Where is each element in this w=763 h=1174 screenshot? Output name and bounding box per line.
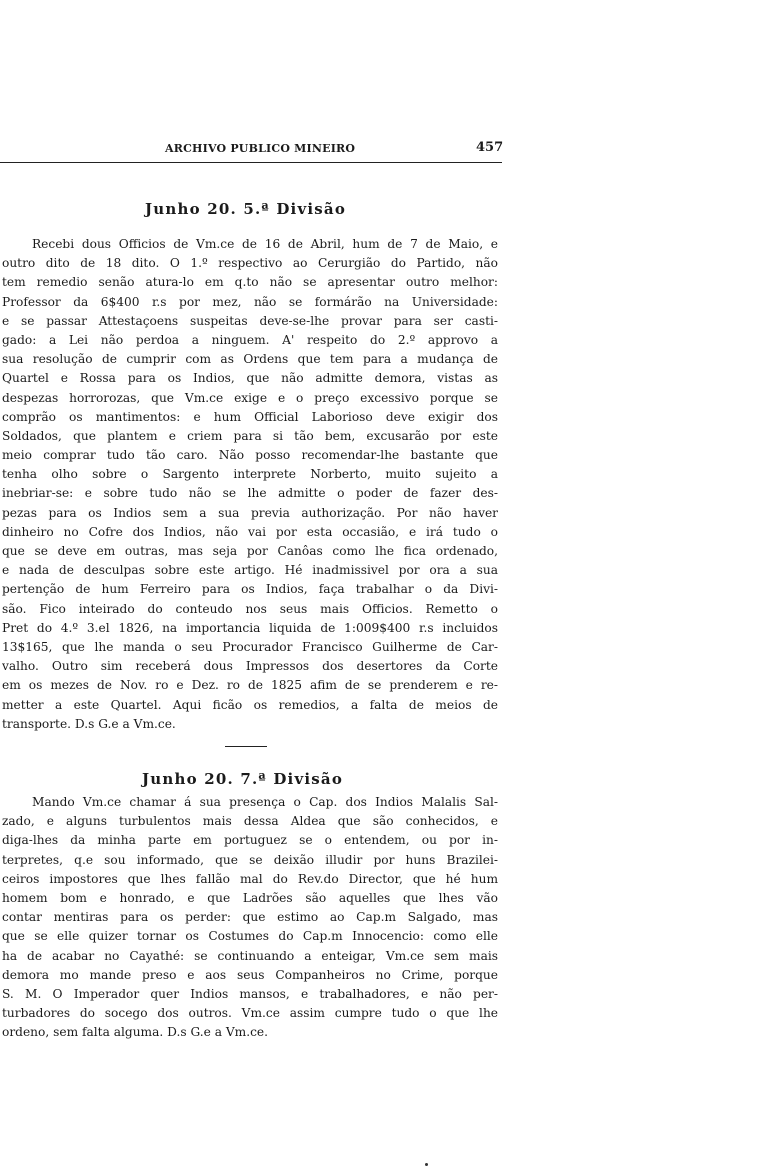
- text-line: transporte. D.s G.e a Vm.ce.: [2, 716, 176, 731]
- text-line: metter a este Quartel. Aqui ficão os remedios, a falta de meios de: [2, 697, 498, 712]
- text-line: Quartel e Rossa para os Indios, que não admitte demora, vistas as: [2, 371, 498, 386]
- text-line: Recebi dous Officios de Vm.ce de 16 de Abril, hum de 7 de Maio, e: [32, 237, 498, 251]
- text-line: Pret do 4.º 3.el 1826, na importancia liquida de 1:009$400 r.s incluidos: [2, 620, 498, 635]
- text-line: outro dito de 18 dito. O 1.º respectivo ao Cerurgião do Partido, não: [2, 256, 498, 271]
- text-line: Soldados, que plantem e criem para si tão bem, excusarão por este: [2, 428, 498, 443]
- print-speck: [425, 1163, 428, 1166]
- text-line: são. Fico inteirado do conteudo nos seus mais Officios. Remetto o: [2, 601, 498, 616]
- text-line: tenha olho sobre o Sargento interprete Norberto, muito sujeito a: [2, 467, 498, 482]
- text-line: em os mezes de Nov. ro e Dez. ro de 1825 afim de se prenderem e re-: [2, 678, 498, 693]
- text-line: e se passar Attestaçoens suspeitas deve-se-lhe provar para ser casti-: [2, 313, 498, 328]
- text-line: gado: a Lei não perdoa a ninguem. A' respeito do 2.º approvo a: [2, 332, 498, 347]
- text-line: que se elle quizer tornar os Costumes do Cap.m Innocencio: como elle: [2, 929, 498, 944]
- text-line: que se deve em outras, mas seja por Canôas como lhe fica ordenado,: [2, 544, 498, 558]
- section-body-7-divisao: [2, 793, 498, 1042]
- text-line: e nada de desculpas sobre este artigo. Hé inadmissivel por ora a sua: [2, 563, 498, 578]
- text-line: comprão os mantimentos: e hum Official Laborioso deve exigir dos: [2, 409, 498, 424]
- text-line: pezas para os Indios sem a sua previa authorização. Por não haver: [2, 505, 498, 520]
- text-line: sua resolução de cumprir com as Ordens que tem para a mudança de: [2, 352, 498, 367]
- text-line: pertenção de hum Ferreiro para os Indios, faça trabalhar o da Divi-: [2, 582, 498, 597]
- page-number: 457: [476, 140, 504, 155]
- text-line: valho. Outro sim receberá dous Impressos dos desertores da Corte: [2, 659, 498, 674]
- text-line: S. M. O Imperador quer Indios mansos, e trabalhadores, e não per-: [2, 986, 498, 1001]
- text-line: ceiros impostores que lhes fallão mal do Rev.do Director, que hé hum: [2, 871, 498, 886]
- text-line: tem remedio senão atura-lo em q.to não se apresentar outro melhor:: [2, 275, 498, 290]
- text-line: despezas horrorozas, que Vm.ce exige e o preço excessivo porque se: [2, 390, 498, 405]
- text-line: inebriar-se: e sobre tudo não se lhe admitte o poder de fazer des-: [2, 486, 498, 501]
- text-line: meio comprar tudo tão caro. Não posso recomendar-lhe bastante que: [2, 448, 498, 463]
- text-line: Professor da 6$400 r.s por mez, não se formárão na Universidade:: [2, 294, 498, 309]
- running-head: [0, 140, 502, 162]
- section-heading-5-divisao: Junho 20. 5.ª Divisão: [145, 200, 347, 218]
- text-line: terpretes, q.e sou informado, que se deixão illudir por huns Brazilei-: [2, 852, 498, 867]
- text-line: 13$165, que lhe manda o seu Procurador Francisco Guilherme de Car-: [2, 639, 498, 654]
- text-line: Mando Vm.ce chamar á sua presença o Cap. dos Indios Malalis Sal-: [32, 795, 498, 809]
- section-heading-7-divisao: Junho 20. 7.ª Divisão: [142, 770, 344, 788]
- section-body-5-divisao: [2, 235, 498, 734]
- text-line: homem bom e honrado, e que Ladrões são aquelles que lhes vão: [2, 890, 498, 905]
- header-rule: [0, 162, 502, 163]
- text-line: diga-lhes da minha parte em portuguez se o entendem, ou por in-: [2, 833, 498, 848]
- section-divider: [225, 746, 267, 747]
- text-line: ordeno, sem falta alguma. D.s G.e a Vm.ce.: [2, 1025, 268, 1040]
- text-line: contar mentiras para os perder: que estimo ao Cap.m Salgado, mas: [2, 910, 498, 925]
- text-line: demora mo mande preso e aos seus Companheiros no Crime, porque: [2, 967, 498, 982]
- text-line: ha de acabar no Cayathé: se continuando a enteigar, Vm.ce sem mais: [2, 948, 498, 963]
- text-line: zado, e alguns turbulentos mais dessa Aldea que são conhecidos, e: [2, 814, 498, 829]
- text-line: turbadores do socego dos outros. Vm.ce assim cumpre tudo o que lhe: [2, 1006, 498, 1021]
- text-line: dinheiro no Cofre dos Indios, não vai por esta occasião, e irá tudo o: [2, 524, 498, 539]
- running-title: ARCHIVO PUBLICO MINEIRO: [165, 142, 356, 155]
